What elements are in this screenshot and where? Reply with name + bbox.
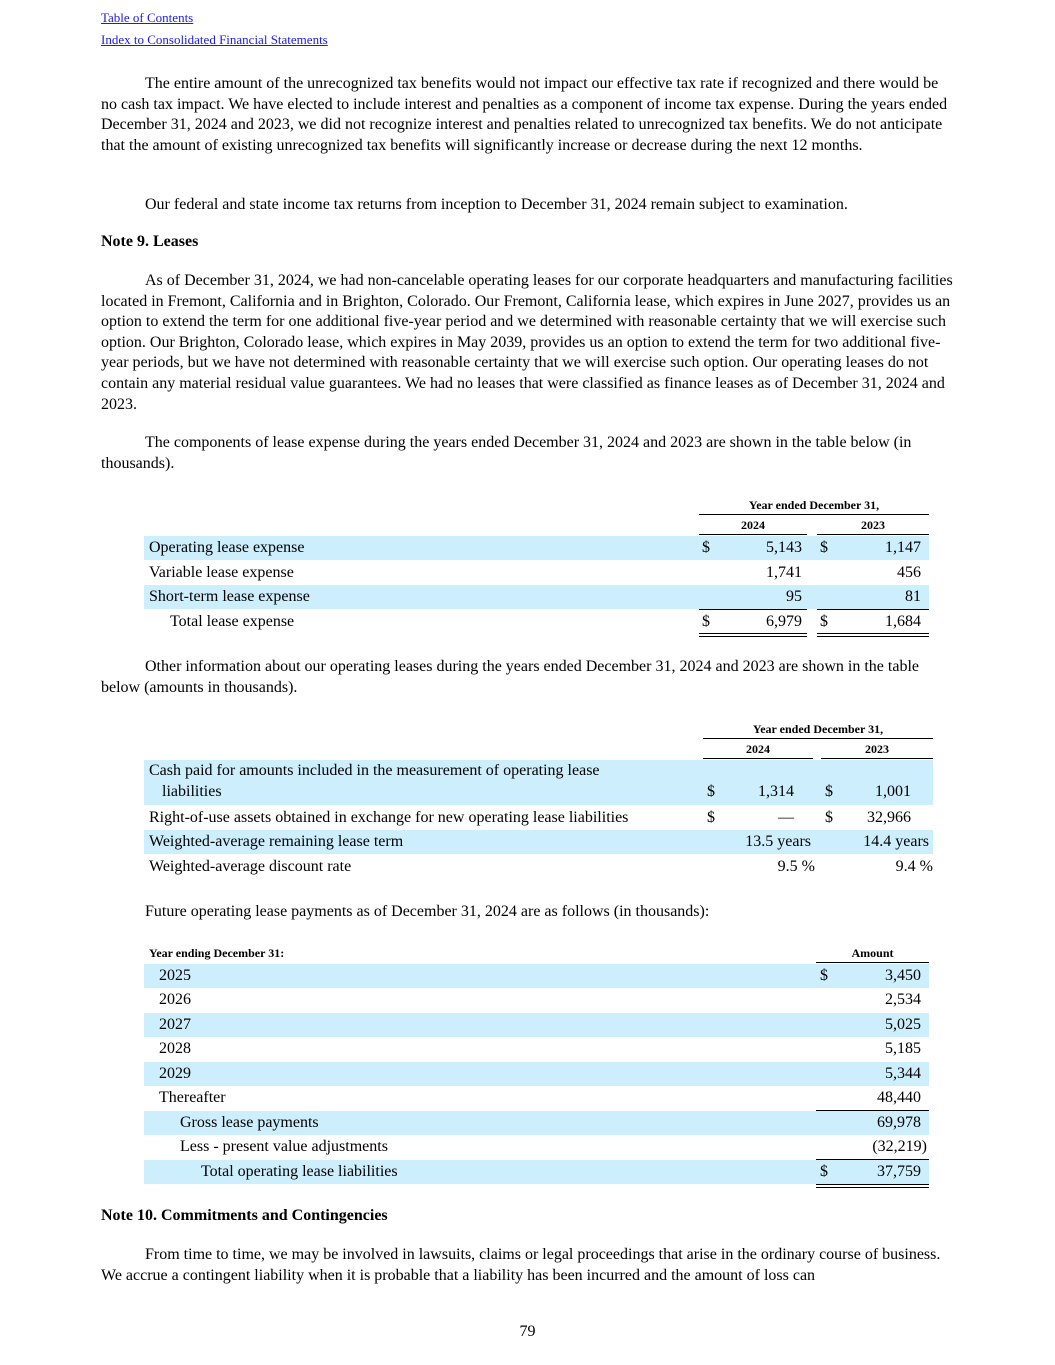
leases-description-paragraph: As of December 31, 2024, we had non-cancelable operating leases for our corporate headquarters and manufacturing facilities located in Fremont, California and in Brighton, Colorado. Our Fremont, California lease, which expires in June 2027, provides us an option to extend the term for one additional five-year period and we determined with reasonable certainty that we will exercise such option. Our Brighton, Colorado lease, which expires in May 2039, provides us an option to extend the term for two additional five-year periods, but we have not determined with reasonable certainty that we will exercise such option. Our operating leases do not contain any material residual value guarantees. We had no leases that were classified as finance leases as of December 31, 2024 and 2023.: [101, 272, 953, 413]
amount: 69,978: [877, 1114, 921, 1131]
value-2023: 9.4 %: [895, 858, 933, 875]
table-header-amount: Amount: [851, 946, 894, 960]
column-header-2024: 2024: [746, 742, 770, 756]
table-row: [144, 855, 933, 879]
row-label: Short-term lease expense: [149, 588, 310, 605]
row-label: Operating lease expense: [149, 539, 305, 556]
value-2024: —: [778, 809, 794, 826]
row-label: 2025: [159, 967, 191, 984]
dollar-sign: $: [707, 783, 715, 800]
dollar-sign: $: [820, 1163, 828, 1180]
other-info-intro-paragraph: Other information about our operating leases during the years ended December 31, 2024 and 2023 are shown in the table below (amounts in thousands).: [101, 658, 919, 696]
value-2023: 32,966: [867, 809, 911, 826]
value-2024: 9.5 %: [777, 858, 815, 875]
total-double-rule: [817, 633, 929, 637]
table-row: [144, 1013, 929, 1037]
lease-expense-intro-paragraph: The components of lease expense during the years ended December 31, 2024 and 2023 are shown in the table below (in thousands).: [101, 434, 912, 472]
dollar-sign: $: [820, 613, 828, 630]
table-row: [144, 585, 929, 609]
header-rule-2024: [703, 758, 813, 759]
table-row: [144, 561, 929, 585]
table-row: [144, 1037, 929, 1061]
value-2023: 14.4 years: [863, 833, 929, 850]
lease-expense-table: [144, 496, 929, 638]
future-payments-intro-paragraph: Future operating lease payments as of December 31, 2024 are as follows (in thousands):: [145, 903, 710, 920]
table-row-total: [144, 610, 929, 634]
row-label: Variable lease expense: [149, 564, 294, 581]
table-row: [144, 988, 929, 1012]
header-rule-2023: [817, 534, 929, 535]
table-row: [144, 1062, 929, 1086]
dollar-sign: $: [820, 539, 828, 556]
header-rule-2024: [699, 534, 807, 535]
row-label: 2027: [159, 1016, 191, 1033]
row-label: Thereafter: [159, 1089, 226, 1106]
index-financial-statements-link[interactable]: Index to Consolidated Financial Statements: [101, 32, 328, 47]
header-rule: [703, 738, 933, 739]
row-label: Cash paid for amounts included in the measurement of operating lease: [149, 762, 600, 779]
note-10-heading: Note 10. Commitments and Contingencies: [101, 1207, 388, 1224]
dollar-sign: $: [825, 783, 833, 800]
dollar-sign: $: [825, 809, 833, 826]
column-header-2023: 2023: [861, 518, 885, 532]
value-2024: 13.5 years: [745, 833, 811, 850]
dollar-sign: $: [702, 539, 710, 556]
value-2024: 95: [786, 588, 802, 605]
value-2023: 1,147: [885, 539, 921, 556]
table-row: [144, 536, 929, 560]
commitments-paragraph: From time to time, we may be involved in lawsuits, claims or legal proceedings that arise in the ordinary course of business. We accrue a contingent liability when it is probable that a liability has been incurred and the amount of loss can: [101, 1246, 941, 1284]
amount: 5,025: [885, 1016, 921, 1033]
amount: 5,344: [885, 1065, 921, 1082]
value-2024: 5,143: [766, 539, 802, 556]
amount: 48,440: [877, 1089, 921, 1106]
column-header-2024: 2024: [741, 518, 765, 532]
value-2023: 456: [897, 564, 921, 581]
header-rule: [816, 962, 929, 963]
row-label: 2029: [159, 1065, 191, 1082]
value-2024: 1,741: [766, 564, 802, 581]
amount: 37,759: [877, 1163, 921, 1180]
row-label: Total operating lease liabilities: [201, 1163, 398, 1180]
dollar-sign: $: [707, 809, 715, 826]
value-2024: 1,314: [758, 783, 794, 800]
table-row: [144, 1086, 929, 1110]
row-label: Less - present value adjustments: [180, 1138, 388, 1155]
row-label: Weighted-average discount rate: [149, 858, 352, 875]
table-header-period: Year ended December 31,: [748, 498, 880, 512]
table-row: [144, 760, 933, 805]
value-2023: 1,684: [885, 613, 921, 630]
amount: 5,185: [885, 1040, 921, 1057]
table-header-period: Year ended December 31,: [752, 722, 884, 736]
row-label: Total lease expense: [170, 613, 295, 630]
row-label: Gross lease payments: [180, 1114, 319, 1131]
value-2023: 81: [905, 588, 921, 605]
table-row: [144, 964, 929, 988]
tax-benefits-paragraph: The entire amount of the unrecognized tax benefits would not impact our effective tax rate if recognized and there would be no cash tax impact. We have elected to include interest and penalties as a component of income tax expense. During the years ended December 31, 2024 and 2023, we did not recognize interest and penalties related to unrecognized tax benefits. We do not anticipate that the amount of existing unrecognized tax benefits will significantly increase or decrease during the next 12 months.: [101, 75, 948, 154]
header-rule: [699, 514, 929, 515]
tax-returns-paragraph: Our federal and state income tax returns from inception to December 31, 2024 remain subject to examination.: [145, 196, 848, 213]
row-label: Weighted-average remaining lease term: [149, 833, 404, 850]
table-row: [144, 830, 933, 854]
row-label: 2026: [159, 991, 191, 1008]
note-9-heading: Note 9. Leases: [101, 233, 199, 250]
amount: (32,219): [872, 1138, 927, 1155]
row-label: 2028: [159, 1040, 191, 1057]
table-row: [144, 1111, 929, 1135]
page-number: 79: [519, 1323, 536, 1340]
dollar-sign: $: [820, 967, 828, 984]
other-lease-info-table: [144, 720, 933, 880]
row-label-continued: liabilities: [162, 783, 222, 800]
header-rule-2023: [821, 758, 933, 759]
table-row: [144, 1135, 929, 1159]
amount: 2,534: [885, 991, 921, 1008]
column-header-2023: 2023: [865, 742, 889, 756]
value-2023: 1,001: [875, 783, 911, 800]
total-double-rule: [699, 633, 807, 637]
table-of-contents-link[interactable]: Table of Contents: [101, 10, 194, 25]
row-label: Right-of-use assets obtained in exchange for new operating lease liabilities: [149, 809, 629, 826]
value-2024: 6,979: [766, 613, 802, 630]
table-header-year: Year ending December 31:: [149, 946, 285, 960]
future-lease-payments-table: [144, 944, 929, 1189]
amount: 3,450: [885, 967, 921, 984]
table-row: [144, 806, 933, 830]
table-row-total: [144, 1160, 929, 1184]
dollar-sign: $: [702, 613, 710, 630]
total-double-rule: [816, 1184, 929, 1188]
